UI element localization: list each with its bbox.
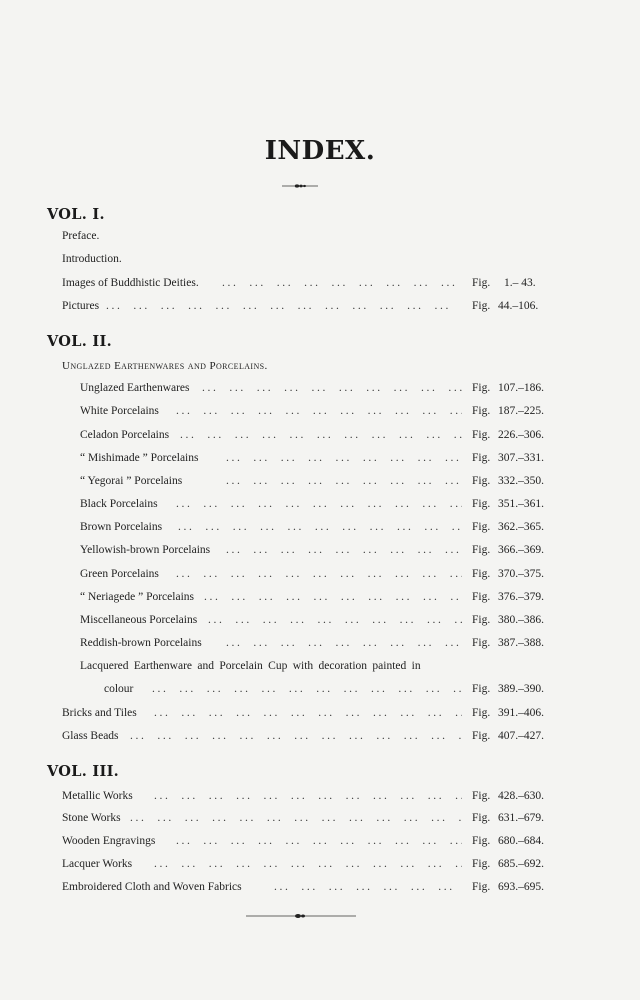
fig-word: Fig. xyxy=(472,881,491,893)
vol-3-heading: VOL. III. xyxy=(47,763,120,780)
fig-word: Fig. xyxy=(472,568,491,580)
leader-dots xyxy=(154,857,462,871)
index-entry xyxy=(80,381,462,395)
fig-word: Fig. xyxy=(472,382,491,394)
fig-range: 366.–369. xyxy=(498,544,544,556)
entry-label: Embroidered Cloth and Woven Fabrics xyxy=(62,880,246,894)
fig-range: 680.–684. xyxy=(498,835,544,847)
figure-reference xyxy=(472,428,544,442)
index-entry xyxy=(80,543,462,557)
fig-word: Fig. xyxy=(472,300,491,312)
entry-label: Yellowish-brown Porcelains xyxy=(80,543,214,557)
figure-reference xyxy=(472,381,544,395)
fig-word: Fig. xyxy=(472,277,491,289)
figure-reference xyxy=(472,567,544,581)
fig-word: Fig. xyxy=(472,405,491,417)
fig-word: Fig. xyxy=(472,614,491,626)
figure-reference xyxy=(472,811,544,825)
fig-word: Fig. xyxy=(472,637,491,649)
figure-reference xyxy=(472,590,544,604)
page-title: INDEX. xyxy=(264,136,376,166)
index-entry xyxy=(62,834,462,848)
leader-dots xyxy=(106,299,462,313)
leader-dots xyxy=(130,729,462,743)
leader-dots xyxy=(208,613,462,627)
entry-label: White Porcelains xyxy=(80,404,163,418)
entry-label: Lacquer Works xyxy=(62,857,136,871)
fig-range: 389.–390. xyxy=(498,683,544,695)
leader-dots xyxy=(176,497,462,511)
entry-label: “ Neriagede ” Porcelains xyxy=(80,590,198,604)
section-heading: Unglazed Earthenwares and Porcelains. xyxy=(62,360,268,372)
entry-label: Reddish-brown Porcelains xyxy=(80,636,206,650)
index-entry xyxy=(104,682,462,696)
leader-dots xyxy=(204,590,462,604)
fig-range: 187.–225. xyxy=(498,405,544,417)
fig-word: Fig. xyxy=(472,812,491,824)
figure-reference xyxy=(472,857,544,871)
entry-label: Unglazed Earthenwares xyxy=(80,381,194,395)
entry-label: Bricks and Tiles xyxy=(62,706,141,720)
fig-range: 380.–386. xyxy=(498,614,544,626)
figure-reference xyxy=(472,613,544,627)
index-entry xyxy=(62,789,462,803)
vol-1-heading: VOL. I. xyxy=(47,206,105,223)
figure-reference xyxy=(472,682,544,696)
fig-word: Fig. xyxy=(472,498,491,510)
fig-range: 307.–331. xyxy=(498,452,544,464)
leader-dots xyxy=(226,636,462,650)
fig-word: Fig. xyxy=(472,429,491,441)
index-entry xyxy=(80,497,462,511)
leader-dots xyxy=(154,789,462,803)
entry-label: Green Porcelains xyxy=(80,567,163,581)
fig-word: Fig. xyxy=(472,730,491,742)
entry-label: “ Yegorai ” Porcelains xyxy=(80,474,186,488)
entry-label: Miscellaneous Porcelains xyxy=(80,613,201,627)
fig-range: 693.–695. xyxy=(498,881,544,893)
leader-dots xyxy=(226,474,462,488)
index-entry xyxy=(80,474,462,488)
fig-range: 428.–630. xyxy=(498,790,544,802)
entry-label: Metallic Works xyxy=(62,789,137,803)
introduction-item: Introduction. xyxy=(62,253,122,265)
fig-range: 226.–306. xyxy=(498,429,544,441)
figure-reference xyxy=(472,706,544,720)
figure-reference xyxy=(472,520,544,534)
fig-word: Fig. xyxy=(472,835,491,847)
index-entry xyxy=(62,811,462,825)
leader-dots xyxy=(178,520,462,534)
index-entry xyxy=(80,451,462,465)
fig-range: 370.–375. xyxy=(498,568,544,580)
figure-reference xyxy=(472,299,538,313)
figure-reference xyxy=(472,729,544,743)
title-ornament xyxy=(282,184,318,188)
fig-range: 391.–406. xyxy=(498,707,544,719)
index-entry xyxy=(62,706,462,720)
fig-word: Fig. xyxy=(472,858,491,870)
index-entry xyxy=(62,880,462,894)
index-entry xyxy=(80,404,462,418)
index-entry xyxy=(80,567,462,581)
index-entry xyxy=(62,857,462,871)
fig-range: 685.–692. xyxy=(498,858,544,870)
bottom-ornament xyxy=(246,913,356,919)
fig-word: Fig. xyxy=(472,591,491,603)
figure-reference xyxy=(472,451,544,465)
fig-range: 407.–427. xyxy=(498,730,544,742)
index-entry xyxy=(80,613,462,627)
entry-label: Glass Beads xyxy=(62,729,123,743)
fig-range: 107.–186. xyxy=(498,382,544,394)
entry-label: “ Mishimade ” Porcelains xyxy=(80,451,202,465)
fig-range: 44.–106. xyxy=(498,300,539,312)
figure-reference xyxy=(472,834,544,848)
figure-reference xyxy=(472,474,544,488)
leader-dots xyxy=(274,880,462,894)
entry-label: Images of Buddhistic Deities. xyxy=(62,276,203,290)
fig-range: 351.–361. xyxy=(498,498,544,510)
entry-label: Stone Works xyxy=(62,811,125,825)
fig-word: Fig. xyxy=(472,707,491,719)
entry-label: Celadon Porcelains xyxy=(80,428,173,442)
leader-dots xyxy=(176,567,462,581)
leader-dots xyxy=(176,404,462,418)
fig-word: Fig. xyxy=(472,475,491,487)
entry-label: colour xyxy=(104,682,137,696)
fig-word: Fig. xyxy=(472,521,491,533)
fig-word: Fig. xyxy=(472,452,491,464)
fig-word: Fig. xyxy=(472,683,491,695)
lacquered-entry-line-1: Lacquered Earthenware and Porcelain Cup with decoration painted in xyxy=(80,660,421,672)
vol-2-heading: VOL. II. xyxy=(47,333,112,350)
leader-dots xyxy=(130,811,462,825)
leader-dots xyxy=(202,381,462,395)
fig-range: 332.–350. xyxy=(498,475,544,487)
index-entry xyxy=(80,590,462,604)
index-entry xyxy=(62,729,462,743)
leader-dots xyxy=(222,276,462,290)
leader-dots xyxy=(176,834,462,848)
fig-range: 387.–388. xyxy=(498,637,544,649)
entry-label: Pictures xyxy=(62,299,103,313)
fig-word: Fig. xyxy=(472,790,491,802)
figure-reference xyxy=(472,276,536,290)
fig-range: 631.–679. xyxy=(498,812,544,824)
leader-dots xyxy=(226,451,462,465)
index-entry xyxy=(80,428,462,442)
figure-reference xyxy=(472,880,544,894)
leader-dots xyxy=(152,682,462,696)
leader-dots xyxy=(226,543,462,557)
figure-reference xyxy=(472,404,544,418)
fig-word: Fig. xyxy=(472,544,491,556)
figure-reference xyxy=(472,497,544,511)
fig-range: 1.– 43. xyxy=(504,277,536,289)
leader-dots xyxy=(180,428,462,442)
fig-range: 376.–379. xyxy=(498,591,544,603)
index-entry xyxy=(80,520,462,534)
figure-reference xyxy=(472,636,544,650)
entry-label: Brown Porcelains xyxy=(80,520,166,534)
leader-dots xyxy=(154,706,462,720)
figure-reference xyxy=(472,543,544,557)
index-entry xyxy=(80,636,462,650)
index-entry xyxy=(62,299,462,313)
entry-label: Black Porcelains xyxy=(80,497,162,511)
fig-range: 362.–365. xyxy=(498,521,544,533)
index-entry xyxy=(62,276,462,290)
entry-label: Wooden Engravings xyxy=(62,834,159,848)
figure-reference xyxy=(472,789,544,803)
preface-item: Preface. xyxy=(62,230,100,242)
